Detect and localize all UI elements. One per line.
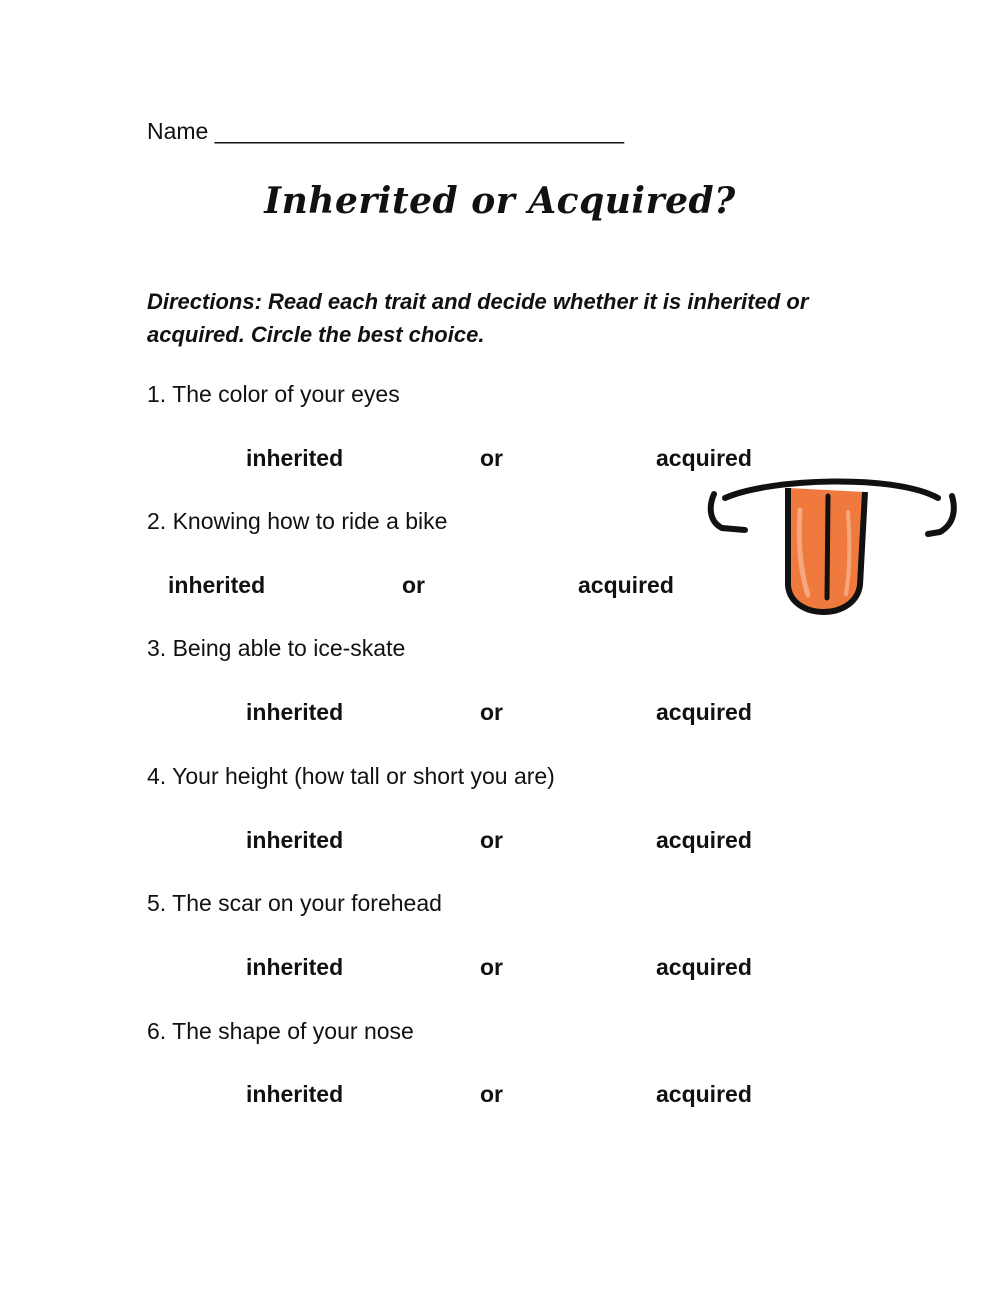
q5-inherited-option[interactable]: inherited: [246, 954, 344, 980]
q6-inherited-option[interactable]: inherited: [246, 1081, 344, 1107]
q5-or-separator: or: [480, 954, 503, 980]
tongue-illustration-icon: [700, 470, 965, 630]
q1-acquired-option[interactable]: acquired: [656, 445, 752, 471]
page-title: Inherited or Acquired?: [264, 180, 736, 222]
question-5-text: 5. The scar on your forehead: [147, 890, 442, 916]
q3-or-separator: or: [480, 699, 503, 725]
question-3-text: 3. Being able to ice-skate: [147, 635, 406, 661]
q6-or-separator: or: [480, 1081, 503, 1107]
q2-or-separator: or: [402, 572, 425, 598]
q1-or-separator: or: [480, 445, 503, 471]
q4-or-separator: or: [480, 827, 503, 853]
question-6-text: 6. The shape of your nose: [147, 1018, 414, 1044]
name-field[interactable]: Name ________________________________: [147, 118, 625, 144]
q4-acquired-option[interactable]: acquired: [656, 827, 752, 853]
tongue-center-line: [827, 496, 828, 598]
q2-acquired-option[interactable]: acquired: [578, 572, 674, 598]
q4-inherited-option[interactable]: inherited: [246, 827, 344, 853]
q2-inherited-option[interactable]: inherited: [168, 572, 266, 598]
directions-text: Directions: Read each trait and decide whether it is inherited or acquired. Circle the best choice.: [147, 289, 809, 347]
q1-inherited-option[interactable]: inherited: [246, 445, 344, 471]
q6-acquired-option[interactable]: acquired: [656, 1081, 752, 1107]
q3-acquired-option[interactable]: acquired: [656, 699, 752, 725]
q5-acquired-option[interactable]: acquired: [656, 954, 752, 980]
question-2-text: 2. Knowing how to ride a bike: [147, 508, 448, 534]
question-4-text: 4. Your height (how tall or short you are): [147, 763, 555, 789]
right-cheek-mark: [928, 496, 954, 534]
q3-inherited-option[interactable]: inherited: [246, 699, 344, 725]
question-1-text: 1. The color of your eyes: [147, 381, 400, 407]
